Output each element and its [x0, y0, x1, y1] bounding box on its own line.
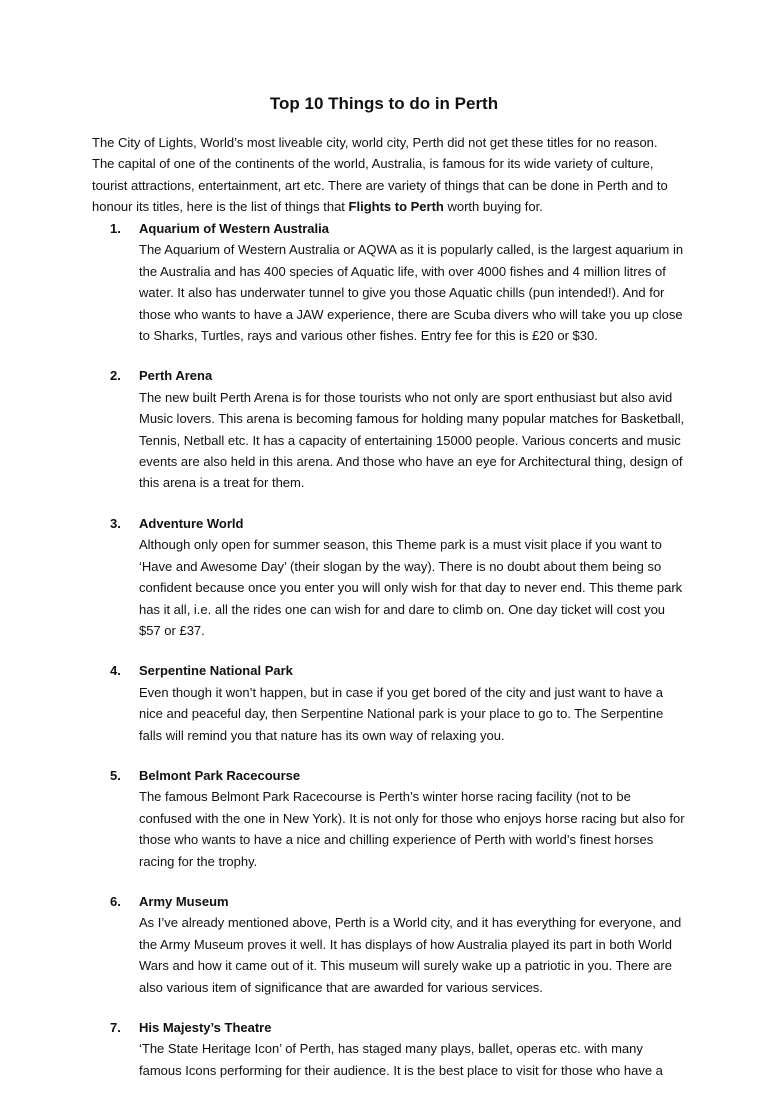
item-number: 1. [110, 221, 121, 236]
item-heading: His Majesty’s Theatre [139, 1020, 272, 1035]
things-to-do-list [110, 218, 685, 1100]
item-number: 3. [110, 515, 121, 531]
intro-text-start: The City of Lights, World’s most liveable city, world city, Perth did not get these titles for no reason. The capital of one of the continents of the world, Australia, is famous for its wide variety of culture, tourist attractions, entertainment, art etc. There are variety of things that can be done in Perth and to honour its titles, here is the list of things that [92, 135, 668, 215]
item-heading: Aquarium of Western Australia [139, 221, 329, 236]
list-item [110, 218, 685, 346]
list-item [110, 765, 685, 872]
list-item [110, 660, 685, 746]
item-number: 6. [110, 893, 121, 909]
item-heading: Belmont Park Racecourse [139, 767, 301, 783]
item-number: 4. [110, 663, 121, 679]
intro-paragraph [92, 132, 682, 218]
intro-bold-link-text: Flights to Perth [348, 199, 444, 215]
item-number: 5. [110, 767, 121, 783]
item-heading: Army Museum [139, 893, 229, 909]
item-description: Even though it won’t happen, but in case if you get bored of the city and just want to have a nice and peaceful day, then Serpentine National park is your place to go to. The Serpentine falls will remind you that nature has its own way of relaxing you. [139, 684, 664, 743]
item-heading: Perth Arena [139, 368, 213, 384]
intro-text-end: worth buying for. [443, 199, 543, 215]
item-number: 2. [110, 368, 121, 384]
item-heading: Serpentine National Park [139, 663, 293, 679]
item-number: 7. [110, 1020, 121, 1035]
item-description: The famous Belmont Park Racecourse is Perth’s winter horse racing facility (not to be confused with the one in New York). It is not only for those who enjoys horse racing but also for those who wants to have a nice and chilling experience of Perth with world’s finest horses racing for the trophy. [139, 789, 685, 869]
item-description: The new built Perth Arena is for those tourists who not only are sport enthusiast but also avid Music lovers. This arena is becoming famous for holding many popular matches for Basketball, Tennis, Netball etc. It has a capacity of entertaining 15000 people. Various concerts and music events are also held in this arena. And those who have an eye for Architectural thing, design of this arena is a treat for them. [139, 389, 685, 491]
item-description: Although only open for summer season, this Theme park is a must visit place if you want to ‘Have and Awesome Day’ (their slogan by the way). There is no doubt about them being so confident because once you enter you will only wish for that day to never end. This theme park has it all, i.e. all the rides one can wish for and dare to climb on. One day ticket will cost you $57 or £37. [139, 537, 683, 638]
list-item [110, 513, 685, 641]
list-item [110, 365, 685, 493]
page-title: Top 10 Things to do in Perth [269, 94, 499, 113]
list-item [110, 1017, 685, 1081]
list-item [110, 891, 685, 998]
item-heading: Adventure World [139, 515, 244, 531]
item-description: As I’ve already mentioned above, Perth is a World city, and it has everything for everyone, and the Army Museum proves it well. It has displays of how Australia played its part in both World Wars and how it came out of it. This museum will surely wake up a patriotic in you. There are also various item of significance that are awarded for various services. [139, 915, 682, 995]
item-description: The Aquarium of Western Australia or AQWA as it is popularly called, is the largest aquarium in the Australia and has 400 species of Aquatic life, with over 4000 fishes and 4 million litres of water. It also has underwater tunnel to give you those Aquatic chills (pun intended!). And for those who wants to have a JAW experience, there are Scuba divers who will take you up close to Sharks, Turtles, rays and various other fishes. Entry fee for this is £20 or $30. [139, 242, 684, 344]
item-description: ‘The State Heritage Icon’ of Perth, has staged many plays, ballet, operas etc. with many famous Icons performing for their audience. It is the best place to visit for those who have a [139, 1041, 663, 1078]
